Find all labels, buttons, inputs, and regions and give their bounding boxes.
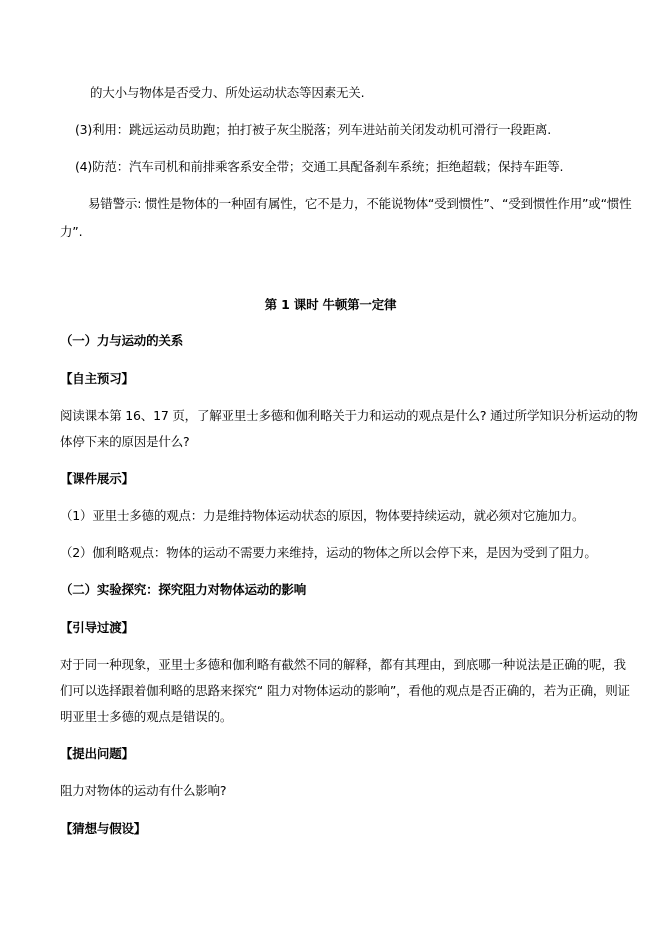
intro-uses: (3)利用：跳远运动员助跑；拍打被子灰尘脱落；列车进站前关闭发动机可滑行一段距离. <box>75 122 551 137</box>
lesson-title: 第 1 课时 牛顿第一定律 <box>264 297 397 312</box>
section2-heading: （二）实验探究：探究阻力对物体运动的影响 <box>60 582 307 597</box>
warning-line-2: 力”. <box>60 224 83 239</box>
intro-prevention: (4)防范：汽车司机和前排乘客系安全带；交通工具配备刹车系统；拒绝超载；保持车距等. <box>75 159 564 174</box>
guide-heading: 【引导过渡】 <box>60 620 134 635</box>
self-study-line-2: 体停下来的原因是什么? <box>60 434 190 449</box>
warning-line-1: 易错警示: 惯性是物体的一种固有属性，它不是力，不能说物体“受到惯性”、“受到惯性作用”或“惯性 <box>88 196 632 211</box>
self-study-line-1: 阅读课本第 16、17 页，了解亚里士多德和伽利略关于力和运动的观点是什么? 通过所学知识分析运动的物 <box>60 408 638 423</box>
section1-heading: （一）力与运动的关系 <box>60 333 184 348</box>
galileo-view: （2）伽利略观点：物体的运动不需要力来维持，运动的物体之所以会停下来，是因为受到了阻力。 <box>60 545 597 560</box>
aristotle-view: （1）亚里士多德的观点：力是维持物体运动状态的原因，物体要持续运动，就必须对它施加力。 <box>60 508 585 523</box>
question-text: 阻力对物体的运动有什么影响? <box>60 783 227 798</box>
intro-continuation: 的大小与物体是否受力、所处运动状态等因素无关. <box>90 85 365 100</box>
courseware-heading: 【课件展示】 <box>60 471 134 486</box>
hypothesis-heading: 【猜想与假设】 <box>60 821 147 836</box>
self-study-heading: 【自主预习】 <box>60 371 134 386</box>
guide-line-2: 们可以选择跟着伽利略的思路来探究“ 阻力对物体运动的影响”，看他的观点是否正确的，若为正确，则证 <box>60 683 630 698</box>
guide-line-1: 对于同一种现象，亚里士多德和伽利略有截然不同的解释，都有其理由，到底哪一种说法是正确的呢，我 <box>60 657 626 672</box>
guide-line-3: 明亚里士多德的观点是错误的。 <box>60 709 233 724</box>
question-heading: 【提出问题】 <box>60 746 134 761</box>
